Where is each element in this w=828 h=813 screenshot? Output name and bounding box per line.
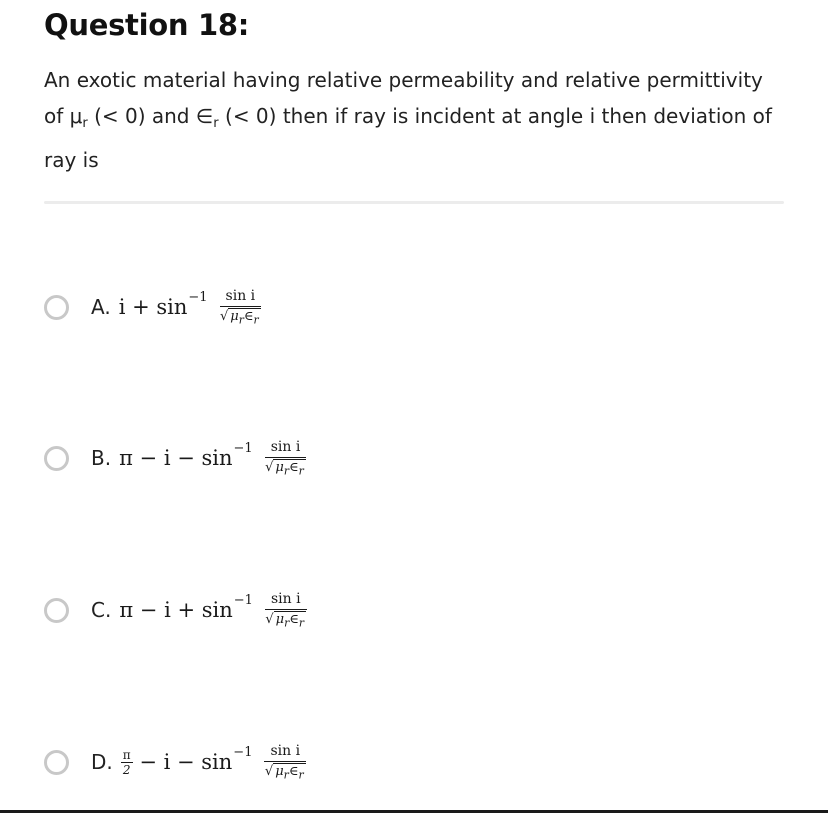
option-a-denominator: √ $\mu_r\in_r$	[219, 308, 259, 327]
option-d-numerator: sin i	[264, 743, 306, 762]
option-c-numerator: sin i	[265, 591, 307, 610]
option-d-lead-denominator: 2	[122, 762, 131, 777]
option-b-superscript: −1	[233, 440, 253, 456]
radio-button-d[interactable]	[44, 750, 69, 775]
epsilon-subscript: r	[213, 116, 219, 131]
option-d-denominator: √ $\mu_r\in_r$	[264, 763, 304, 782]
option-b-numerator: sin i	[265, 439, 307, 458]
option-a-letter: A.	[91, 295, 111, 319]
option-d-fraction	[264, 743, 306, 782]
question-text-part3: (< 0) then if ray is incident at angle i then deviation of ray is	[44, 104, 772, 172]
radio-button-a[interactable]	[44, 295, 69, 320]
option-b-fraction	[265, 439, 307, 478]
option-d-lead-fraction	[121, 748, 133, 777]
option-b-prefix: π − i − sin	[119, 446, 233, 470]
question-text	[44, 62, 784, 178]
question-text-part2: (< 0) and ∈	[87, 104, 214, 128]
option-c[interactable]	[44, 580, 307, 640]
option-c-formula	[119, 591, 306, 630]
option-a[interactable]	[44, 277, 261, 337]
divider	[44, 201, 784, 204]
question-title: Question 18:	[44, 8, 250, 42]
option-b-denominator: √ $\mu_r\in_r$	[265, 459, 304, 478]
option-d-prefix: − i − sin	[132, 750, 233, 774]
option-d-superscript: −1	[233, 744, 253, 760]
option-c-superscript: −1	[233, 592, 253, 608]
option-a-prefix: i + sin	[118, 295, 188, 319]
mu-subscript: r	[82, 116, 88, 131]
option-a-fraction	[220, 288, 262, 327]
option-d-letter: D.	[91, 750, 113, 774]
radio-button-c[interactable]	[44, 598, 69, 623]
option-a-formula	[119, 288, 261, 327]
option-b[interactable]	[44, 428, 306, 488]
option-c-fraction	[265, 591, 307, 630]
option-a-superscript: −1	[188, 289, 208, 305]
option-b-letter: B.	[91, 446, 112, 470]
option-c-denominator: √ $\mu_r\in_r$	[265, 611, 305, 630]
question-text-part1: An exotic material having relative permeability and relative permittivity of μ	[44, 68, 763, 128]
option-c-prefix: π − i + sin	[119, 598, 233, 622]
option-d-lead-numerator: π	[122, 747, 131, 762]
option-d[interactable]	[44, 732, 306, 792]
option-d-formula	[121, 743, 306, 782]
option-c-letter: C.	[91, 598, 112, 622]
option-a-numerator: sin i	[220, 288, 262, 307]
option-b-formula	[119, 439, 306, 478]
radio-button-b[interactable]	[44, 446, 69, 471]
